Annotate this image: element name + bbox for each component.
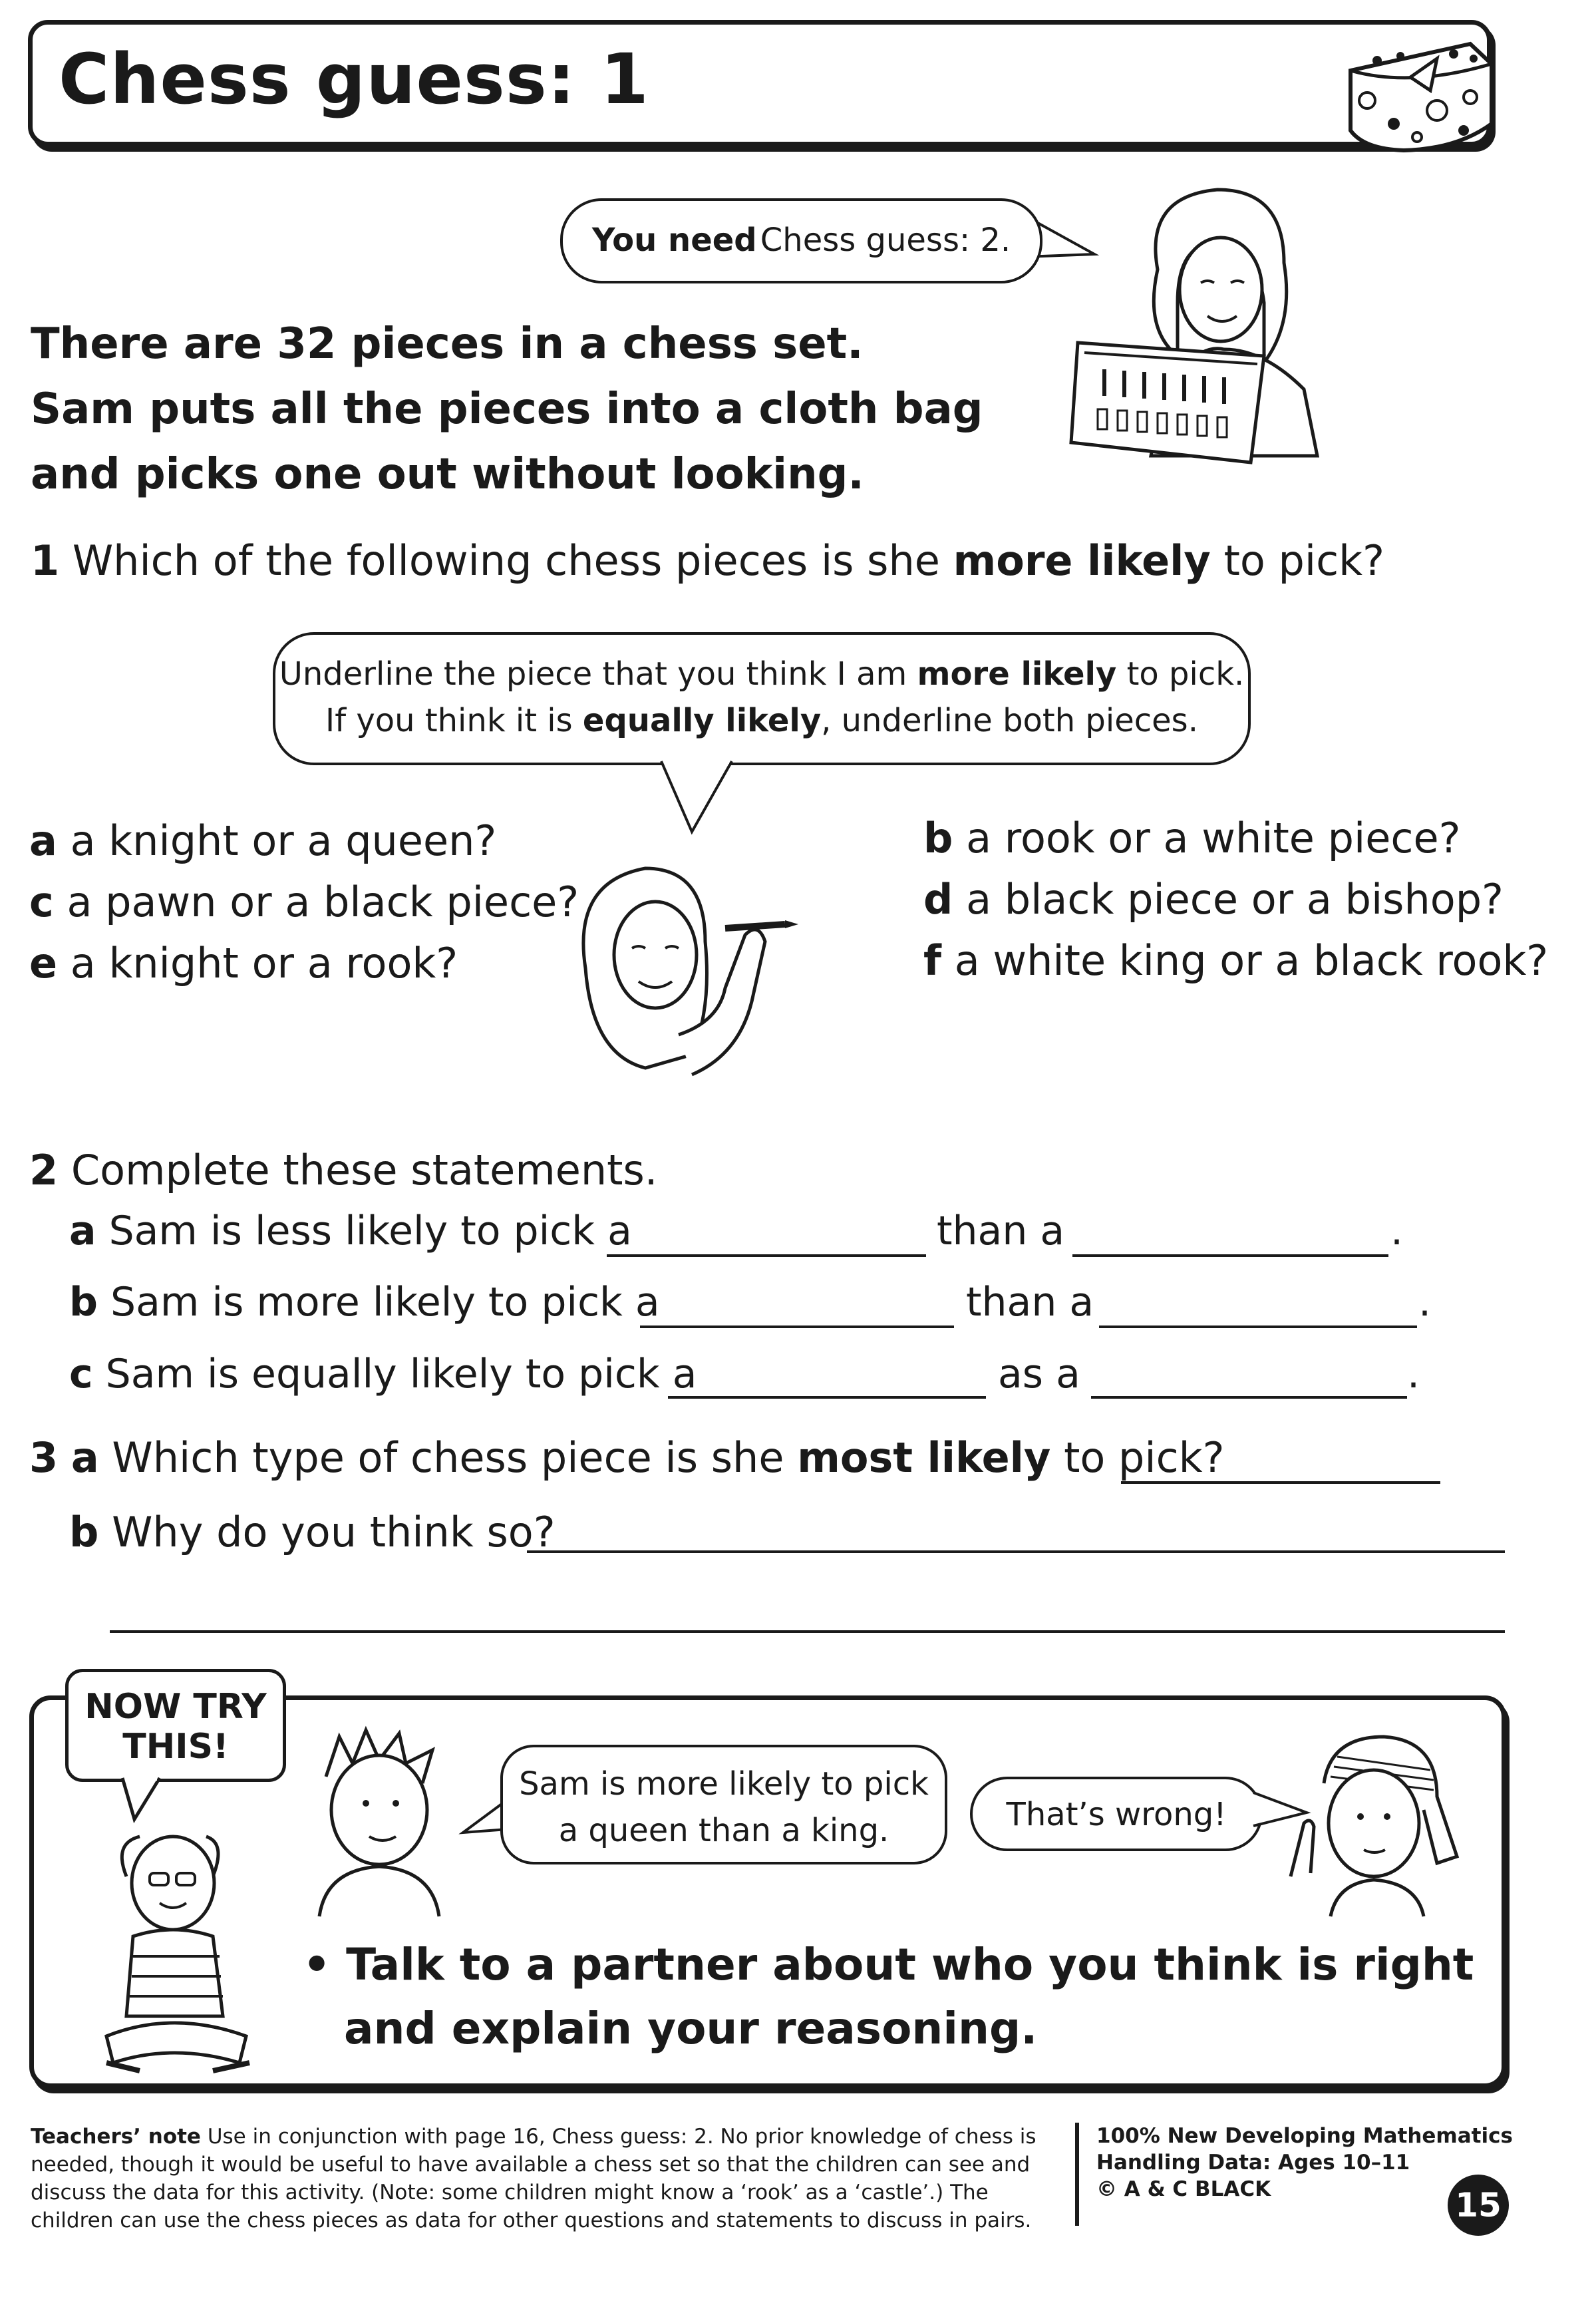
question-text: Why do you think so? [112, 1508, 556, 1556]
statement-letter: c [69, 1351, 93, 1397]
question-number: 3 [29, 1433, 59, 1482]
choice-item [29, 872, 579, 933]
choices-right [923, 808, 1548, 991]
copyright: © A & C BLACK [1096, 2177, 1271, 2201]
question-3b [69, 1508, 556, 1556]
choice-item [29, 933, 579, 994]
now-try-label-line: NOW TRY [84, 1687, 267, 1727]
task-line [303, 1997, 1474, 2061]
answer-blank[interactable] [607, 1254, 926, 1257]
choice-letter: b [923, 814, 953, 862]
answer-blank[interactable] [1072, 1254, 1388, 1257]
question-letter: a [71, 1433, 99, 1482]
boy-speech-line: Sam is more likely to pick [519, 1765, 929, 1803]
question-letter: b [69, 1508, 99, 1556]
you-need-bubble [560, 198, 1042, 283]
statement-text: Sam is equally likely to pick a [105, 1351, 697, 1397]
now-try-label-tail [120, 1778, 173, 1825]
page-title: Chess guess: 1 [59, 39, 649, 120]
question-text: Which of the following chess pieces is she [72, 536, 940, 585]
choice-text[interactable]: a rook or a white piece? [966, 814, 1461, 862]
statement-end: . [1390, 1208, 1404, 1254]
question-number: 2 [29, 1146, 59, 1194]
statement-letter: a [69, 1208, 96, 1254]
choice-text[interactable]: a white king or a black rook? [954, 936, 1549, 985]
intro-line: Sam puts all the pieces into a cloth bag [31, 385, 983, 434]
choice-letter: c [29, 878, 54, 926]
instruction-text: to pick. [1126, 655, 1245, 693]
instruction-emphasis: equally likely [582, 702, 822, 739]
task-text: and explain your reasoning. [344, 2003, 1038, 2054]
choice-item [923, 869, 1548, 930]
question-emphasis: most likely [797, 1433, 1051, 1482]
boy-speech-line: a queen than a king. [558, 1812, 889, 1849]
girl-speech-text: That’s wrong! [1006, 1796, 1227, 1833]
question-emphasis: more likely [953, 536, 1211, 585]
teachers-note-text: Use in conjunction with page 16, Chess guess: 2. No prior knowledge of chess is needed, though it would be useful to have available a chess set so that the children can see and discuss the data for this activity. (Note: some children might know a ‘rook’ as a ‘castle’.) The children can use the chess pieces as data for other questions and statements to discuss in pairs. [31, 2125, 1037, 2232]
statement-mid: than a [966, 1279, 1094, 1325]
teachers-note-label: Teachers’ note [31, 2125, 201, 2149]
cheese-icon [1337, 24, 1504, 157]
question-2 [29, 1146, 657, 1194]
now-try-label-line: THIS! [122, 1727, 229, 1767]
statement-mid: as a [998, 1351, 1080, 1397]
choice-text[interactable]: a black piece or a bishop? [966, 875, 1504, 924]
instruction-emphasis: more likely [917, 655, 1117, 693]
teachers-note [31, 2123, 1055, 2234]
answer-blank[interactable] [527, 1550, 1505, 1553]
instruction-text: If you think it is [325, 702, 573, 739]
choice-text[interactable]: a knight or a queen? [70, 816, 497, 865]
answer-blank[interactable] [668, 1396, 986, 1399]
statement-letter: b [69, 1279, 98, 1325]
girl-with-pencil-illustration [565, 855, 818, 1081]
choice-item [29, 810, 579, 872]
statement-b [69, 1279, 660, 1325]
choice-letter: e [29, 939, 58, 987]
choice-letter: d [923, 875, 953, 924]
task-line [303, 1933, 1474, 1997]
book-subtitle: Handling Data: Ages 10–11 [1096, 2151, 1410, 2175]
page-number: 15 [1448, 2175, 1509, 2236]
instruction-bubble-tail [659, 759, 745, 838]
answer-blank[interactable] [1099, 1325, 1417, 1328]
choice-text[interactable]: a pawn or a black piece? [67, 878, 579, 926]
statement-c [69, 1351, 697, 1397]
you-need-label: You need [591, 222, 757, 259]
question-3a [29, 1433, 1225, 1482]
statement-text: Sam is less likely to pick a [108, 1208, 632, 1254]
bullet: • [303, 1939, 331, 1990]
answer-blank[interactable] [1121, 1481, 1440, 1484]
choice-item [923, 930, 1548, 991]
boy-illustration [299, 1723, 459, 1923]
choice-letter: a [29, 816, 57, 865]
seated-girl-illustration [93, 1823, 266, 2089]
you-need-resource: Chess guess: 2. [760, 222, 1011, 259]
choice-letter: f [923, 936, 941, 985]
statement-text: Sam is more likely to pick a [110, 1279, 660, 1325]
answer-blank[interactable] [110, 1630, 1505, 1633]
boy-speech-bubble [500, 1745, 947, 1864]
question-text: to pick? [1223, 536, 1384, 585]
choice-text[interactable]: a knight or a rook? [70, 939, 458, 987]
intro-line: and picks one out without looking. [31, 450, 864, 499]
instruction-text: Underline the piece that you think I am [279, 655, 907, 693]
book-info [1096, 2123, 1513, 2203]
footer-divider [1075, 2123, 1079, 2226]
choices-left [29, 810, 579, 994]
statement-a [69, 1208, 632, 1254]
task-text: Talk to a partner about who you think is right [346, 1939, 1474, 1990]
statement-end: . [1418, 1279, 1432, 1325]
girl-speech-bubble [970, 1777, 1263, 1851]
question-text: Which type of chess piece is she [112, 1433, 784, 1482]
woman-with-chess-set-illustration [1064, 170, 1344, 476]
girl-with-braids-illustration [1264, 1723, 1484, 1916]
question-1 [31, 536, 1384, 585]
book-title: 100% New Developing Mathematics [1096, 2124, 1513, 2148]
question-text: to pick? [1064, 1433, 1225, 1482]
answer-blank[interactable] [640, 1325, 954, 1328]
question-text: Complete these statements. [71, 1146, 658, 1194]
answer-blank[interactable] [1091, 1396, 1407, 1399]
statement-end: . [1407, 1351, 1420, 1397]
partner-task [303, 1933, 1474, 2061]
instruction-bubble [273, 632, 1251, 765]
intro-text [31, 311, 983, 507]
instruction-text: , underline both pieces. [821, 702, 1198, 739]
choice-item [923, 808, 1548, 869]
statement-mid: than a [937, 1208, 1065, 1254]
intro-line: There are 32 pieces in a chess set. [31, 319, 864, 369]
question-number: 1 [31, 536, 60, 585]
now-try-label [65, 1669, 286, 1782]
